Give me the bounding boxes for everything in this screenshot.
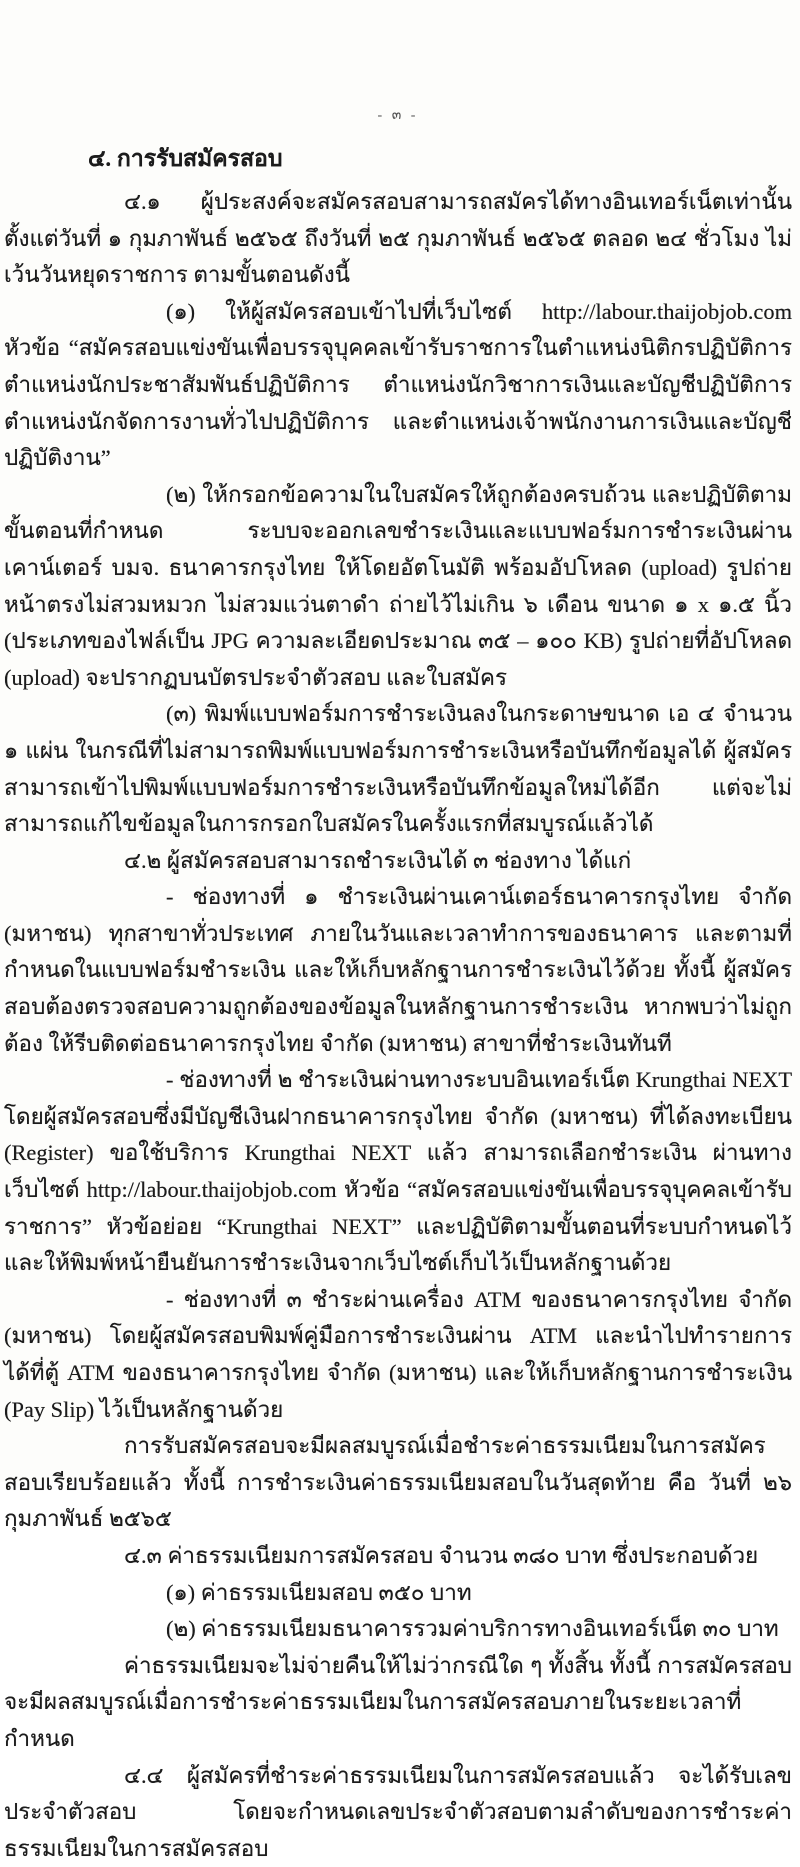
paragraph-refund-note: ค่าธรรมเนียมจะไม่จ่ายคืนให้ไม่ว่ากรณีใด ๆ ทั้งสิ้น ทั้งนี้ การสมัครสอบจะมีผลสมบูรณ์เมื่อการชำระค่าธรรมเนียมในการสมัครสอบภายในระยะเวลาที่กำหนด (4, 1652, 792, 1751)
paragraph-channel-3: - ช่องทางที่ ๓ ชำระผ่านเครื่อง ATM ของธนาคารกรุงไทย จำกัด (มหาชน) โดยผู้สมัครสอบพิมพ์คู่มือการชำระเงินผ่าน ATM และนำไปทำรายการได้ที่ตู้ ATM ของธนาคารกรุงไทย จำกัด (มหาชน) และให้เก็บหลักฐานการชำระเงิน (Pay Slip) ไว้เป็นหลักฐานด้วย (4, 1286, 792, 1422)
document-body (4, 184, 792, 1867)
paragraph-fee-exam: (๑) ค่าธรรมเนียมสอบ ๓๕๐ บาท (166, 1579, 472, 1605)
paragraph-completion-note: การรับสมัครสอบจะมีผลสมบูรณ์เมื่อชำระค่าธรรมเนียมในการสมัครสอบเรียบร้อยแล้ว ทั้งนี้ การชำระเงินค่าธรรมเนียมสอบในวันสุดท้าย คือ วันที่ ๒๖ กุมภาพันธ์ ๒๕๖๕ (4, 1433, 792, 1532)
section-heading: ๔. การรับสมัครสอบ (88, 146, 283, 171)
paragraph-section-4-4: ๔.๔ ผู้สมัครที่ชำระค่าธรรมเนียมในการสมัครสอบแล้ว จะได้รับเลขประจำตัวสอบ โดยจะกำหนดเลขประจำตัวสอบตามลำดับของการชำระค่าธรรมเนียมในการสมัครสอบ (4, 1762, 792, 1861)
page-number: - ๓ - (377, 108, 419, 123)
paragraph-step-3: (๓) พิมพ์แบบฟอร์มการชำระเงินลงในกระดาษขนาด เอ ๔ จำนวน ๑ แผ่น ในกรณีที่ไม่สามารถพิมพ์แบบฟอร์มการชำระเงินหรือบันทึกข้อมูลได้ ผู้สมัครสามารถเข้าไปพิมพ์แบบฟอร์มการชำระเงินหรือบันทึกข้อมูลใหม่ได้อีก แต่จะไม่สามารถแก้ไขข้อมูลในการกรอกใบสมัครในครั้งแรกที่สมบูรณ์แล้วได้ (4, 701, 792, 837)
paragraph-section-4-3: ๔.๓ ค่าธรรมเนียมการสมัครสอบ จำนวน ๓๘๐ บาท ซึ่งประกอบด้วย (124, 1542, 759, 1568)
paragraph-step-1: (๑) ให้ผู้สมัครสอบเข้าไปที่เว็บไซต์ http://labour.thaijobjob.com หัวข้อ “สมัครสอบแข่งขันเพื่อบรรจุบุคคลเข้ารับราชการในตำแหน่งนิติกรปฏิบัติการ ตำแหน่งนักประชาสัมพันธ์ปฏิบัติการ ตำแหน่งนักวิชาการเงินและบัญชีปฏิบัติการ ตำแหน่งนักจัดการงานทั่วไปปฏิบัติการ และตำแหน่งเจ้าพนักงานการเงินและบัญชีปฏิบัติงาน” (4, 298, 792, 471)
paragraph-channel-1: - ช่องทางที่ ๑ ชำระเงินผ่านเคาน์เตอร์ธนาคารกรุงไทย จำกัด (มหาชน) ทุกสาขาทั่วประเทศ ภายในวันและเวลาทำการของธนาคาร และตามที่กำหนดในแบบฟอร์มชำระเงิน และให้เก็บหลักฐานการชำระเงินไว้ด้วย ทั้งนี้ ผู้สมัครสอบต้องตรวจสอบความถูกต้องของข้อมูลในหลักฐานการชำระเงิน หากพบว่าไม่ถูกต้อง ให้รีบติดต่อธนาคารกรุงไทย จำกัด (มหาชน) สาขาที่ชำระเงินทันที (4, 884, 792, 1056)
paragraph-step-2: (๒) ให้กรอกข้อความในใบสมัครให้ถูกต้องครบถ้วน และปฏิบัติตามขั้นตอนที่กำหนด ระบบจะออกเลขชำระเงินและแบบฟอร์มการชำระเงินผ่านเคาน์เตอร์ บมจ. ธนาคารกรุงไทย ให้โดยอัตโนมัติ พร้อมอัปโหลด (upload) รูปถ่ายหน้าตรงไม่สวมหมวก ไม่สวมแว่นตาดำ ถ่ายไว้ไม่เกิน ๖ เดือน ขนาด ๑ x ๑.๕ นิ้ว (ประเภทของไฟล์เป็น JPG ความละเอียดประมาณ ๓๕ – ๑๐๐ KB) รูปถ่ายที่อัปโหลด (upload) จะปรากฏบนบัตรประจำตัวสอบ และใบสมัคร (4, 481, 792, 690)
paragraph-section-4-1: ๔.๑ ผู้ประสงค์จะสมัครสอบสามารถสมัครได้ทางอินเทอร์เน็ตเท่านั้น ตั้งแต่วันที่ ๑ กุมภาพันธ์ ๒๕๖๕ ถึงวันที่ ๒๕ กุมภาพันธ์ ๒๕๖๕ ตลอด ๒๔ ชั่วโมง ไม่เว้นวันหยุดราชการ ตามขั้นตอนดังนี้ (4, 189, 792, 288)
paragraph-fee-bank: (๒) ค่าธรรมเนียมธนาคารรวมค่าบริการทางอินเทอร์เน็ต ๓๐ บาท (166, 1616, 779, 1642)
paragraph-section-4-2: ๔.๒ ผู้สมัครสอบสามารถชำระเงินได้ ๓ ช่องทาง ได้แก่ (124, 847, 632, 873)
paragraph-channel-2: - ช่องทางที่ ๒ ชำระเงินผ่านทางระบบอินเทอร์เน็ต Krungthai NEXT โดยผู้สมัครสอบซึ่งมีบัญชีเงินฝากธนาคารกรุงไทย จำกัด (มหาชน) ที่ได้ลงทะเบียน (Register) ขอใช้บริการ Krungthai NEXT แล้ว สามารถเลือกชำระเงิน ผ่านทางเว็บไซต์ http://labour.thaijobjob.com หัวข้อ “สมัครสอบแข่งขันเพื่อบรรจุบุคคลเข้ารับราชการ” หัวข้อย่อย “Krungthai NEXT” และปฏิบัติตามขั้นตอนที่ระบบกำหนดไว้ และให้พิมพ์หน้ายืนยันการชำระเงินจากเว็บไซต์เก็บไว้เป็นหลักฐานด้วย (4, 1067, 792, 1276)
